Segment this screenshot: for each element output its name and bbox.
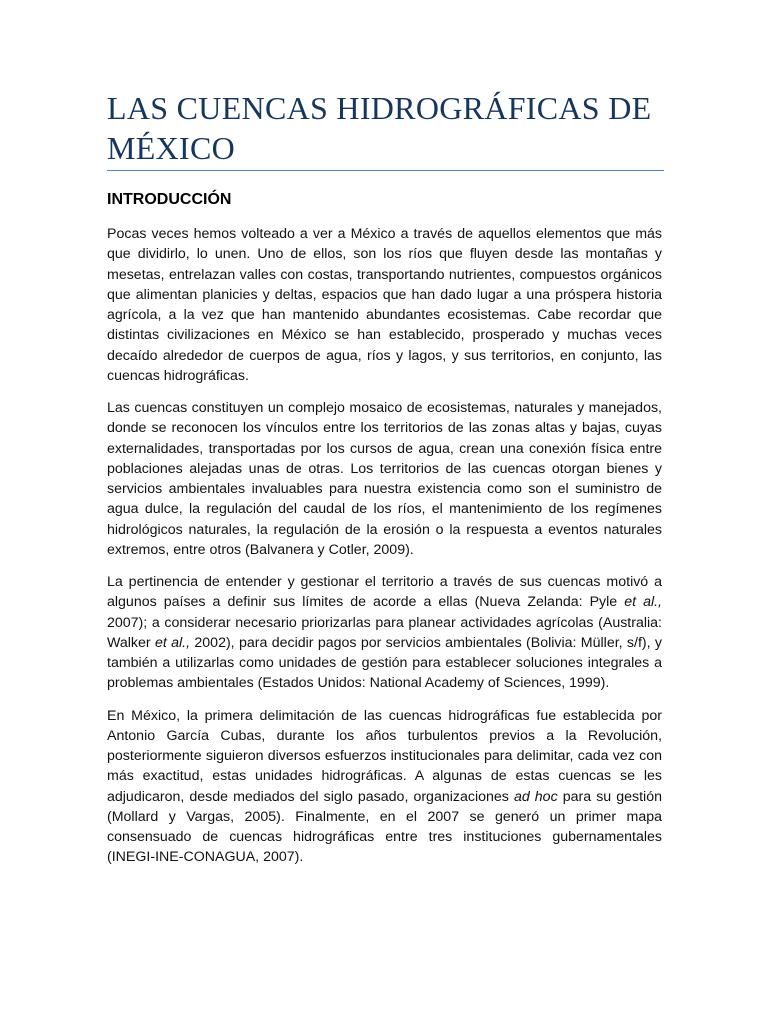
section-heading: INTRODUCCIÓN [107, 191, 232, 208]
body-paragraph [107, 706, 662, 868]
body-paragraph [107, 224, 662, 386]
italic-text: et al., [154, 634, 191, 651]
paragraph-text: En México, la primera delimitación de las cuencas hidrográficas fue establecida por Antonio García Cubas, durante los años turbulentos previos a la Revolución, posteriormente siguieron diversos esfuerzos institucionales para delimitar, cada vez con más exactitud, estas unidades hidrográficas. A algunas de estas cuencas se les adjudicaron, desde mediados del siglo pasado, organizaciones [107, 707, 662, 805]
document-title: LAS CUENCAS HIDROGRÁFICAS DE MÉXICO [107, 90, 652, 166]
paragraph-text: 2002), para decidir pagos por servicios ambientales (Bolivia: Müller, s/f), y también a utilizarlas como unidades de gestión para establecer soluciones integrales a problemas ambientales (Estados Unidos: National Academy of Sciences, 1999). [107, 634, 663, 692]
paragraph-text: La pertinencia de entender y gestionar el territorio a través de sus cuencas motivó a algunos países a definir sus límites de acorde a ellas (Nueva Zelanda: Pyle [107, 574, 662, 611]
italic-text: et al., [624, 594, 663, 611]
paragraph-text: Las cuencas constituyen un complejo mosaico de ecosistemas, naturales y manejados, donde se reconocen los vínculos entre los territorios de las zonas altas y bajas, cuyas externalidades, transportadas por los cursos de agua, crean una conexión física entre poblaciones alejadas unas de otras. Los territorios de las cuencas otorgan bienes y servicios ambientales invaluables para nuestra existencia como son el suministro de agua dulce, la regulación del caudal de los ríos, el mantenimiento de los regímenes hidrológicos naturales, la regulación de la erosión o la respuesta a eventos naturales extremos, entre otros (Balvanera y Cotler, 2009). [107, 400, 662, 558]
paragraph-text: para su gestión (Mollard y Vargas, 2005). Finalmente, en el 2007 se generó un primer mapa consensuado de cuencas hidrográficas entre tres instituciones gubernamentales (INEGI-INE-CONAGUA, 2007). [107, 788, 662, 866]
title-divider [107, 170, 664, 171]
italic-text: ad hoc [513, 788, 558, 805]
document-body [107, 224, 662, 880]
body-paragraph [107, 398, 662, 560]
paragraph-text: Pocas veces hemos volteado a ver a México a través de aquellos elementos que más que dividirlo, lo unen. Uno de ellos, son los ríos que fluyen desde las montañas y mesetas, entrelazan valles con costas, transportando nutrientes, compuestos orgánicos que alimentan planicies y deltas, espacios que han dado lugar a una próspera historia agrícola, a la vez que han mantenido abundantes ecosistemas. Cabe recordar que distintas civilizaciones en México se han establecido, prosperado y muchas veces decaído alrededor de cuerpos de agua, ríos y lagos, y sus territorios, en conjunto, las cuencas hidrográficas. [107, 226, 662, 384]
body-paragraph [107, 572, 662, 694]
paragraph-text: 2007); a considerar necesario priorizarlas para planear actividades agrícolas (Australia: Walker [107, 614, 662, 651]
